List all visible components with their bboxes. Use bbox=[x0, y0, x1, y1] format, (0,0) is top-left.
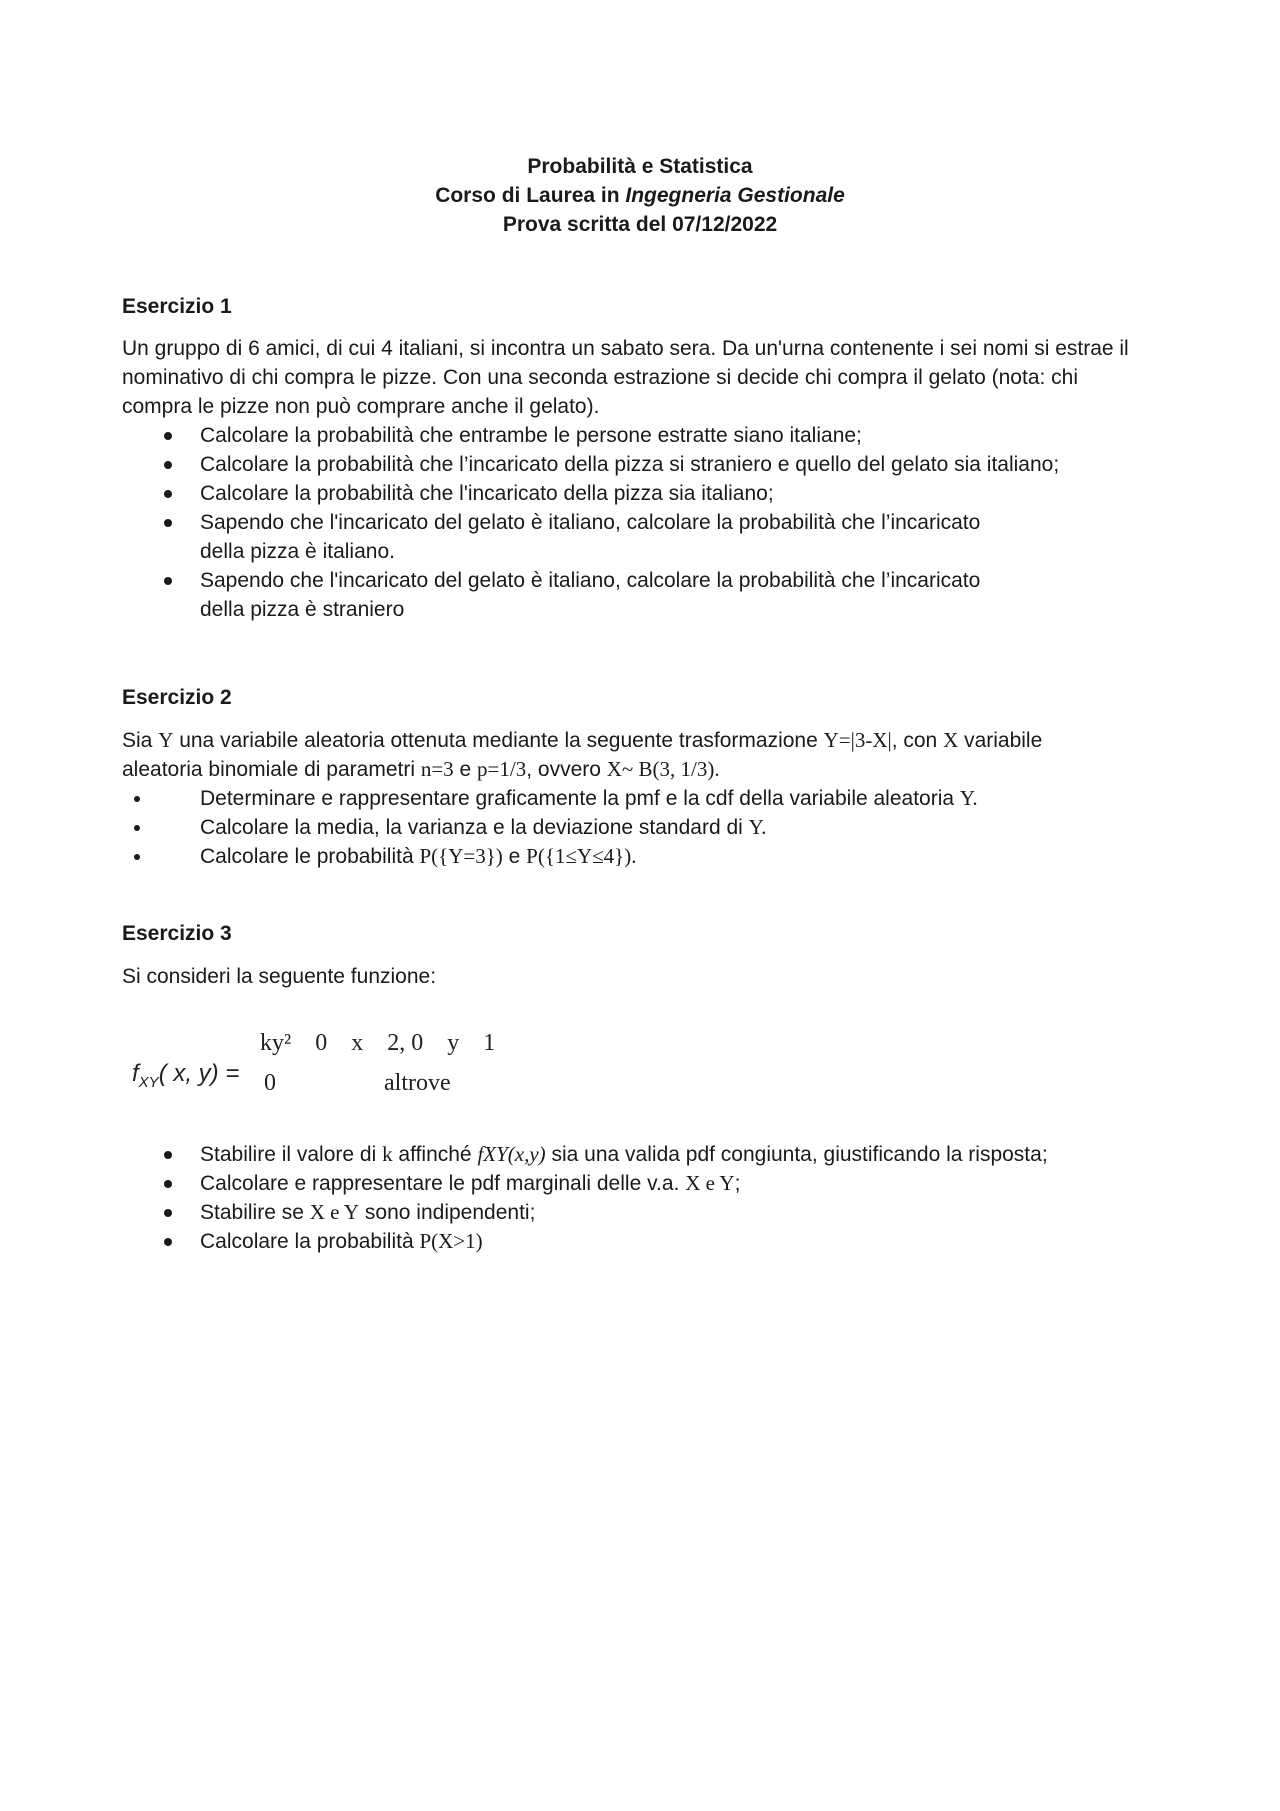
formula-case-2-condition: altrove bbox=[384, 1070, 451, 1096]
formula-case-2-value: 0 bbox=[264, 1070, 276, 1096]
bullet-icon bbox=[164, 1151, 172, 1159]
list-item: Stabilire se X e Y sono indipendenti; bbox=[122, 1198, 1172, 1227]
degree-line bbox=[0, 181, 1280, 210]
list-item: Calcolare la probabilità che l'incaricato della pizza sia italiano; bbox=[122, 479, 1172, 508]
ex2-bullet-list bbox=[122, 784, 1172, 871]
list-item: Calcolare la probabilità P(X>1) bbox=[122, 1227, 1172, 1256]
ex1-bullet-list bbox=[122, 421, 1172, 624]
list-item: Calcolare la probabilità che l’incaricato della pizza si straniero e quello del gelato sia italiano; bbox=[122, 450, 1172, 479]
ex3-bullet-list bbox=[122, 1140, 1172, 1256]
ex1-text bbox=[122, 334, 1172, 421]
list-item: Sapendo che l'incaricato del gelato è italiano, calcolare la probabilità che l’incaricato della pizza è italiano. bbox=[122, 508, 1172, 566]
bullet-icon bbox=[164, 490, 172, 498]
bullet-icon bbox=[164, 432, 172, 440]
ex2-text-line: Sia Y una variabile aleatoria ottenuta mediante la seguente trasformazione Y=|3-X|, con X variabile bbox=[122, 728, 1043, 752]
ex1-text-line: compra le pizze non può comprare anche il gelato). bbox=[122, 395, 600, 418]
list-item: Determinare e rappresentare graficamente la pmf e la cdf della variabile aleatoria Y. bbox=[122, 784, 1172, 813]
formula-case-1: ky² 0 x 2, 0 y 1 bbox=[260, 1030, 496, 1056]
list-item: Stabilire il valore di k affinché fXY(x,y) sia una valida pdf congiunta, giustificando la risposta; bbox=[122, 1140, 1172, 1169]
ex2-title: Esercizio 2 bbox=[122, 686, 232, 709]
ex3-title: Esercizio 3 bbox=[122, 922, 232, 945]
list-item: Calcolare la probabilità che entrambe le persone estratte siano italiane; bbox=[122, 421, 1172, 450]
ex1-text-line: Un gruppo di 6 amici, di cui 4 italiani, si incontra un sabato sera. Da un'urna contenente i sei nomi si estrae il bbox=[122, 337, 1129, 360]
list-item: Calcolare le probabilità P({Y=3}) e P({1≤Y≤4}). bbox=[122, 842, 1172, 871]
ex3-intro: Si consideri la seguente funzione: bbox=[122, 965, 437, 988]
bullet-icon bbox=[164, 519, 172, 527]
ex1-text-line: nominativo di chi compra le pizze. Con una seconda estrazione si decide chi compra il gelato (nota: chi bbox=[122, 366, 1079, 389]
degree-name: Ingegneria Gestionale bbox=[625, 184, 845, 207]
course-title: Probabilità e Statistica bbox=[527, 155, 753, 178]
ex2-text-line: aleatoria binomiale di parametri n=3 e p=1/3, ovvero X~ B(3, 1/3). bbox=[122, 757, 720, 781]
exam-header bbox=[0, 152, 1280, 239]
list-item: Sapendo che l'incaricato del gelato è italiano, calcolare la probabilità che l’incaricato della pizza è straniero bbox=[122, 566, 1172, 624]
formula-lhs: $f_{XY}$( x, y) = bbox=[132, 1060, 240, 1091]
ex1-title: Esercizio 1 bbox=[122, 295, 232, 318]
list-item: Calcolare la media, la varianza e la deviazione standard di Y. bbox=[122, 813, 1172, 842]
bullet-icon bbox=[134, 796, 140, 802]
degree-prefix: Corso di Laurea in bbox=[435, 184, 626, 207]
bullet-icon bbox=[164, 1238, 172, 1246]
bullet-icon bbox=[164, 1209, 172, 1217]
joint-pdf-formula bbox=[132, 1030, 632, 1130]
ex2-text bbox=[122, 726, 1172, 784]
bullet-icon bbox=[164, 461, 172, 469]
list-item: Calcolare e rappresentare le pdf marginali delle v.a. X e Y; bbox=[122, 1169, 1172, 1198]
bullet-icon bbox=[134, 825, 140, 831]
bullet-icon bbox=[164, 577, 172, 585]
bullet-icon bbox=[134, 854, 140, 860]
exam-date: Prova scritta del 07/12/2022 bbox=[502, 213, 778, 236]
bullet-icon bbox=[164, 1180, 172, 1188]
